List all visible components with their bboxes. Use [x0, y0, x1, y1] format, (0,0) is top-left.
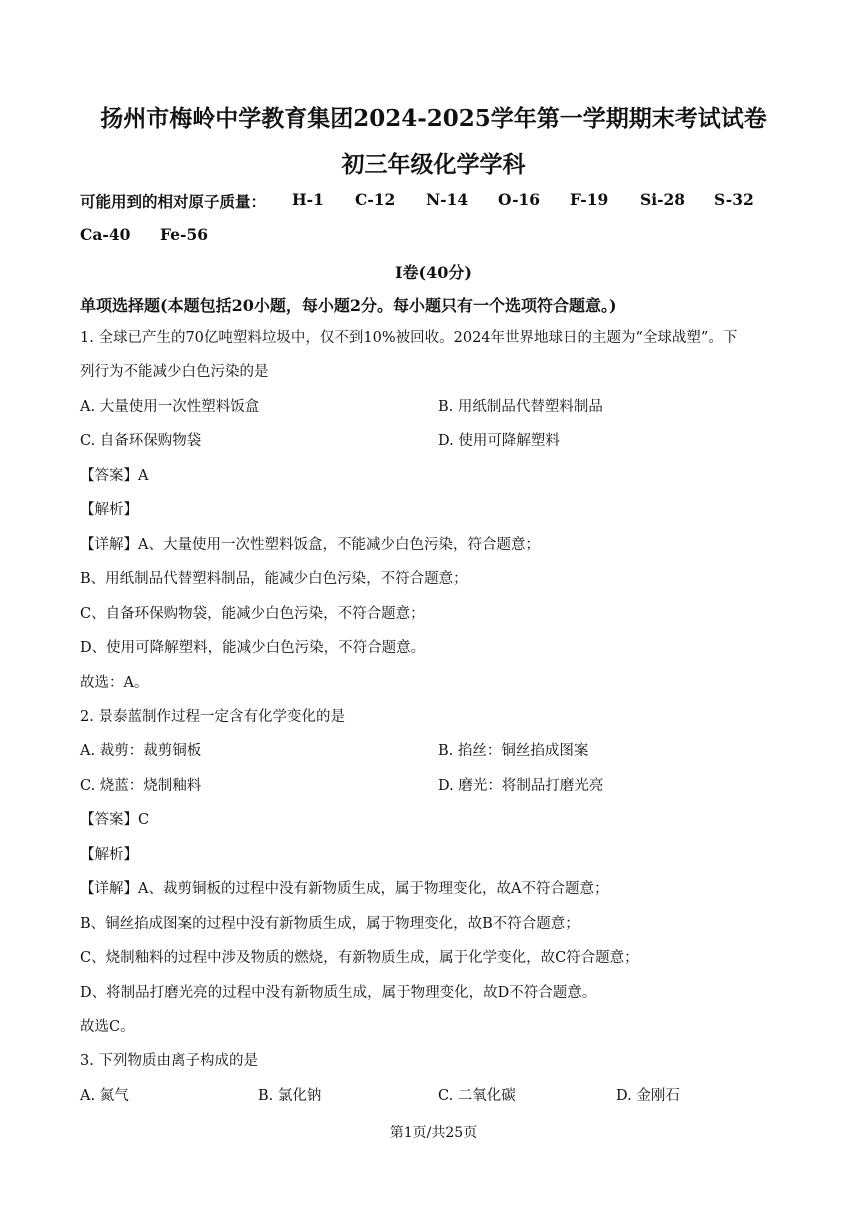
q3-stem: 3. 下列物质由离子构成的是	[80, 1053, 258, 1069]
q2-answer: 【答案】C	[80, 812, 150, 828]
atomic-masses-label: 可能用到的相对原子质量：	[80, 192, 267, 211]
q2-analysis-label: 【解析】	[80, 847, 138, 863]
q1-option-a: A. 大量使用一次性塑料饭盒	[80, 399, 260, 415]
atomic-masses-row-2	[80, 225, 209, 244]
q2-detail-line: 【详解】A、裁剪铜板的过程中没有新物质生成，属于物理变化，故A不符合题意；	[80, 881, 609, 897]
q2-option-b: B. 掐丝：铜丝掐成图案	[438, 743, 589, 759]
q1-option-b: B. 用纸制品代替塑料制品	[438, 399, 603, 415]
atomic-masses-row-1	[80, 190, 754, 212]
q1-detail-line: 【详解】A、大量使用一次性塑料饭盒，不能减少白色污染，符合题意；	[80, 537, 540, 553]
atomic-mass-item: Si-28	[640, 190, 686, 209]
q1-detail-line: D、使用可降解塑料，能减少白色污染，不符合题意。	[80, 640, 426, 656]
atomic-mass-item: Ca-40	[80, 225, 131, 244]
exam-title: 扬州市梅岭中学教育集团2024-2025学年第一学期期末考试试卷	[100, 105, 767, 132]
page-number: 第1页/共25页	[389, 1125, 478, 1141]
q1-conclusion: 故选：A。	[80, 675, 149, 691]
atomic-mass-item: H-1	[292, 190, 324, 209]
q2-conclusion: 故选C。	[80, 1019, 135, 1035]
q1-detail-line: C、自备环保购物袋，能减少白色污染，不符合题意；	[80, 606, 425, 622]
atomic-mass-item: S-32	[714, 190, 754, 209]
atomic-mass-item: N-14	[426, 190, 469, 209]
atomic-mass-item: O-16	[498, 190, 541, 209]
q2-stem: 2. 景泰蓝制作过程一定含有化学变化的是	[80, 709, 345, 725]
q1-stem-line-1: 1. 全球已产生的70亿吨塑料垃圾中，仅不到10%被回收。2024年世界地球日的主题为“全球战塑”。下	[80, 330, 738, 346]
q2-option-c: C. 烧蓝：烧制釉料	[80, 778, 202, 794]
q3-option-b: B. 氯化钠	[258, 1088, 322, 1104]
section-title: I卷(40分)	[395, 263, 472, 282]
q3-option-d: D. 金刚石	[616, 1088, 680, 1104]
q2-detail-line: B、铜丝掐成图案的过程中没有新物质生成，属于物理变化，故B不符合题意；	[80, 916, 580, 932]
q1-option-c: C. 自备环保购物袋	[80, 433, 202, 449]
atomic-mass-item: Fe-56	[160, 225, 209, 244]
q3-option-a: A. 氮气	[80, 1088, 129, 1104]
q1-option-d: D. 使用可降解塑料	[438, 433, 560, 449]
q1-analysis-label: 【解析】	[80, 502, 138, 518]
q1-answer: 【答案】A	[80, 468, 149, 484]
q3-option-c: C. 二氧化碳	[438, 1088, 516, 1104]
atomic-mass-item: C-12	[355, 190, 396, 209]
q2-option-a: A. 裁剪：裁剪铜板	[80, 743, 202, 759]
exam-subtitle: 初三年级化学学科	[341, 151, 526, 178]
q2-detail-line: D、将制品打磨光亮的过程中没有新物质生成，属于物理变化，故D不符合题意。	[80, 985, 597, 1001]
section-instruction: 单项选择题(本题包括20小题，每小题2分。每小题只有一个选项符合题意。)	[80, 296, 617, 315]
q1-stem-line-2: 列行为不能减少白色污染的是	[80, 364, 269, 380]
atomic-mass-item: F-19	[570, 190, 609, 209]
q1-detail-line: B、用纸制品代替塑料制品，能减少白色污染，不符合题意；	[80, 571, 468, 587]
q2-detail-line: C、烧制釉料的过程中涉及物质的燃烧，有新物质生成，属于化学变化，故C符合题意；	[80, 950, 639, 966]
q2-option-d: D. 磨光：将制品打磨光亮	[438, 778, 604, 794]
